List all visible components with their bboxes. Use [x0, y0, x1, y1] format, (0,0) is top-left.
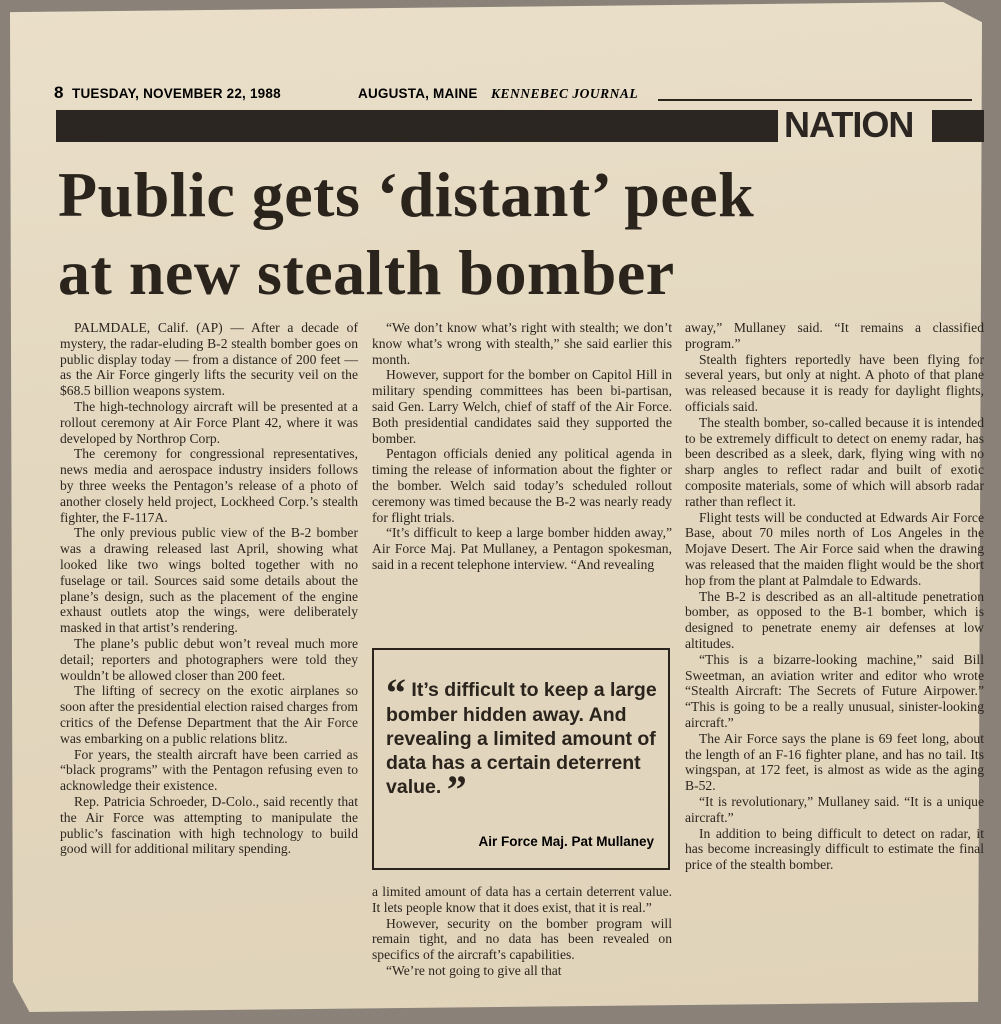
- paragraph: PALMDALE, Calif. (AP) — After a decade of mystery, the radar-eluding B-2 stealth bomber goes on public display today — from a distance of 200 feet — as the Air Force gingerly lifts the security veil on the $68.5 billion weapons system.: [60, 320, 358, 399]
- paragraph: The lifting of secrecy on the exotic airplanes so soon after the presidential election raised charges from critics of the Defense Department that the Air Force was embarking on a public relations blitz.: [60, 683, 358, 746]
- headline-line-1: Public gets ‘distant’ peek: [58, 159, 755, 230]
- article-column-2-top: [372, 320, 672, 573]
- paragraph: The B-2 is described as an all-altitude penetration bomber, as opposed to the B-1 bomber, which is designed to penetrate enemy air defenses at low altitudes.: [685, 588, 984, 651]
- paragraph: Rep. Patricia Schroeder, D-Colo., said recently that the Air Force was attempting to manipulate the public’s fascination with high technology to build good will for additional military spending.: [60, 793, 358, 857]
- section-rule-left: [56, 110, 778, 142]
- paragraph: The Air Force says the plane is 69 feet long, about the length of an F-16 fighter plane, and has no tail. Its wingspan, at 172 feet, is almost as wide as the aging B-52.: [685, 730, 984, 794]
- paragraph: “We don’t know what’s right with stealth; we don’t know what’s wrong with stealth,” she said earlier this month.: [372, 320, 672, 367]
- article-column-2-bottom: [372, 884, 672, 979]
- paragraph: The ceremony for congressional representatives, news media and aerospace industry insiders follows by three weeks the Pentagon’s release of a photo of another closely held project, Lockheed Corp.’s stealth fighter, the F-117A.: [60, 446, 358, 525]
- paragraph: However, security on the bomber program will remain tight, and no data has been revealed on specifics of the aircraft’s capabilities.: [372, 915, 672, 963]
- paragraph: In addition to being difficult to detect on radar, it has become increasingly difficult to estimate the final price of the stealth bomber.: [685, 825, 984, 873]
- section-bar: [56, 104, 984, 145]
- close-quote-mark: ”: [446, 767, 467, 812]
- newspaper-name: KENNEBEC JOURNAL: [491, 86, 639, 101]
- paragraph: away,” Mullaney said. “It remains a classified program.”: [685, 320, 984, 351]
- article-column-1: [60, 320, 358, 857]
- article-column-3: [685, 320, 984, 873]
- page-folio: [54, 83, 954, 106]
- folio-rule: [658, 99, 972, 101]
- headline-line-2: at new stealth bomber: [58, 237, 675, 308]
- issue-date: TUESDAY, NOVEMBER 22, 1988: [72, 86, 281, 101]
- paragraph: Stealth fighters reportedly have been flying for several years, but only at night. A photo of that plane was released because it is ready for daylight flights, officials said.: [685, 351, 984, 414]
- paragraph: a limited amount of data has a certain deterrent value. It lets people know that it does exist, that it is real.”: [372, 884, 672, 915]
- pull-quote-attribution: Air Force Maj. Pat Mullaney: [478, 834, 654, 849]
- dateline-city: AUGUSTA, MAINE: [358, 86, 478, 101]
- paragraph: The only previous public view of the B-2 bomber was a drawing released last April, showing what looked like two wings bolted together with no fuselage or tail. Sources said some details about the plane’s design, such as the placement of the engine exhaust outlets atop the wings, were deliberately masked in that artist’s rendering.: [60, 525, 358, 636]
- paragraph: “This is a bizarre-looking machine,” said Bill Sweetman, an aviation writer and editor who wrote “Stealth Aircraft: The Secrets of Future Airpower.” “This is going to be a really unusual, sinister-looking aircraft.”: [685, 651, 984, 730]
- pull-quote-box: [372, 648, 670, 870]
- open-quote-mark: “: [386, 670, 406, 715]
- paragraph: For years, the stealth aircraft have been carried as “black programs” with the Pentagon refusing even to acknowledge their existence.: [60, 746, 358, 794]
- paragraph: The stealth bomber, so-called because it is intended to be extremely difficult to detect on enemy radar, has been described as a sleek, dark, flying wing with no sharp angles to reflect radar and built of exotic composite materials, some of which will absorb radar rather than reflect it.: [685, 414, 984, 509]
- pull-quote-text: [386, 670, 658, 812]
- paragraph: “It is revolutionary,” Mullaney said. “It is a unique aircraft.”: [685, 793, 984, 825]
- section-label: NATION: [784, 104, 914, 145]
- pull-quote-body: It’s difficult to keep a large bomber hidden away. And revealing a limited amount of data has a certain deterrent value.: [386, 679, 657, 798]
- page-number: 8: [54, 83, 64, 102]
- paragraph: The plane’s public debut won’t reveal much more detail; reporters and photographers were told they wouldn’t be allowed closer than 200 feet.: [60, 635, 358, 683]
- paragraph: “It’s difficult to keep a large bomber hidden away,” Air Force Maj. Pat Mullaney, a Pentagon spokesman, said in a recent telephone interview. “And revealing: [372, 525, 672, 572]
- paragraph: Pentagon officials denied any political agenda in timing the release of information about the fighter or the bomber. Welch said today’s scheduled rollout ceremony was timed because the B-2 was nearly ready for flight trials.: [372, 446, 672, 525]
- paragraph: “We’re not going to give all that: [386, 962, 562, 978]
- headline: [58, 156, 978, 312]
- paragraph: However, support for the bomber on Capitol Hill in military spending committees has been bi-partisan, said Gen. Larry Welch, chief of staff of the Air Force. Both presidential candidates said they supported the bomber.: [372, 367, 672, 446]
- paragraph: Flight tests will be conducted at Edwards Air Force Base, about 70 miles north of Los Angeles in the Mojave Desert. The Air Force said when the drawing was released that the maiden flight would be the short hop from the plant at Palmdale to Edwards.: [685, 509, 984, 588]
- paragraph: The high-technology aircraft will be presented at a rollout ceremony at Air Force Plant 42, where it was developed by Northrop Corp.: [60, 398, 358, 446]
- section-rule-right: [932, 110, 984, 142]
